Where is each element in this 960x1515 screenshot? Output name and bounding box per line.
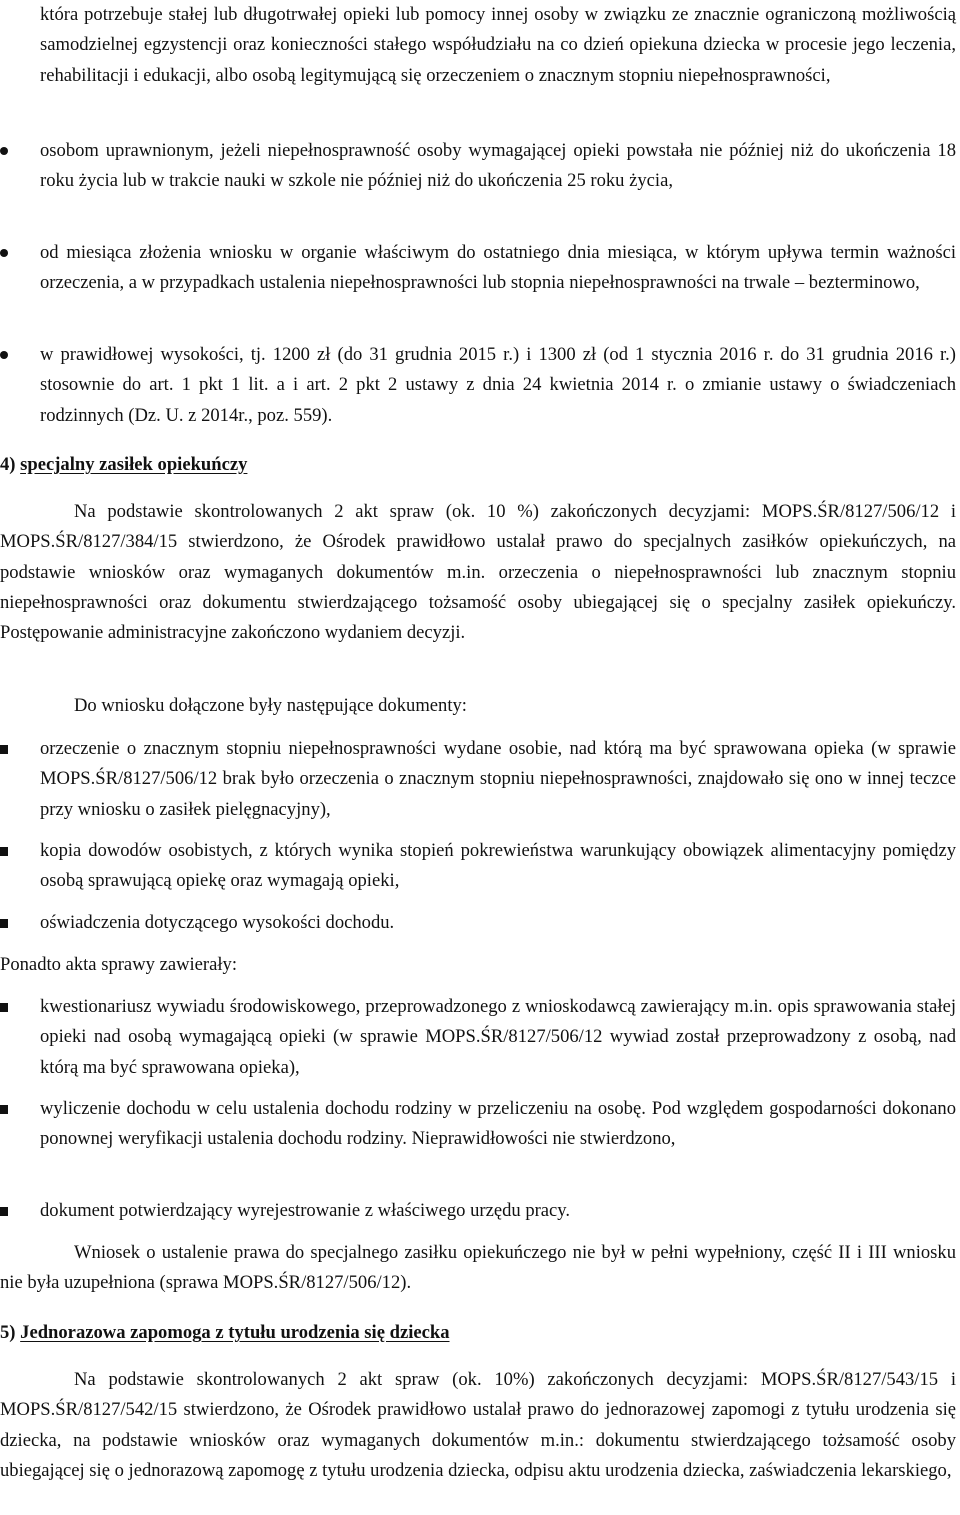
square-bullet-icon bbox=[0, 919, 8, 928]
section-5-paragraph: Na podstawie skontrolowanych 2 akt spraw (ok. 10%) zakończonych decyzjami: MOPS.ŚR/8127/543/15 i MOPS.ŚR/8127/542/15 stwierdzono, że Ośrodek prawidłowo ustalał prawo do jednorazowej zapomogi z tytułu urodzenia się dziecka, na podstawie wniosków oraz wymaganych dokumentów m.in.: dokumentu stwierdzającego tożsamość osoby ubiegającej się o jednorazową zapomogę z tytułu urodzenia dziecka, odpisu aktu urodzenia dziecka, zaświadczenia lekarskiego, bbox=[0, 1369, 956, 1481]
list-item: kopia dowodów osobistych, z których wynika stopień pokrewieństwa warunkujący obowiązek alimentacyjny pomiędzy osobą sprawującą opiekę oraz wymagają opieki, bbox=[0, 836, 956, 897]
section-4-note: Wniosek o ustalenie prawa do specjalnego zasiłku opiekuńczego nie był w pełni wypełniony, część II i III wniosku nie była uzupełniona (sprawa MOPS.ŚR/8127/506/12). bbox=[0, 1242, 956, 1294]
section-4-heading bbox=[0, 450, 247, 480]
intro-continuation: która potrzebuje stałej lub długotrwałej opieki lub pomocy innej osoby w związku ze znacznie ograniczoną możliwością samodzielnej egzystencji oraz konieczności stałego współudziału na co dzień opiekuna dziecka w procesie jego leczenia, rehabilitacji i edukacji, albo osobą legitymującą się orzeczeniem o znacznym stopniu niepełnosprawności, bbox=[40, 4, 956, 86]
square-bullet-icon bbox=[0, 1003, 8, 1012]
documents-intro: Do wniosku dołączone były następujące dokumenty: bbox=[74, 695, 467, 716]
bullet-icon bbox=[0, 249, 8, 257]
section-number: 4) bbox=[0, 454, 16, 475]
list-item: orzeczenie o znacznym stopniu niepełnosprawności wydane osobie, nad którą ma być sprawowana opieka (w sprawie MOPS.ŚR/8127/506/12 brak było orzeczenia o znacznym stopniu niepełnosprawności, znajdowało się ono w innej teczce przy wniosku o zasiłek pielęgnacyjny), bbox=[0, 734, 956, 825]
square-bullet-icon bbox=[0, 1105, 8, 1114]
list-item: osobom uprawnionym, jeżeli niepełnosprawność osoby wymagającej opieki powstała nie później niż do ukończenia 18 roku życia lub w trakcie nauki w szkole nie później niż do ukończenia 25 roku życia, bbox=[0, 136, 956, 197]
files-intro: Ponadto akta sprawy zawierały: bbox=[0, 954, 237, 975]
square-bullet-icon bbox=[0, 745, 8, 754]
bullet-icon bbox=[0, 147, 8, 155]
section-title: Jednorazowa zapomoga z tytułu urodzenia się dziecka bbox=[20, 1322, 450, 1343]
list-item: w prawidłowej wysokości, tj. 1200 zł (do 31 grudnia 2015 r.) i 1300 zł (od 1 stycznia 2016 r. do 31 grudnia 2016 r.) stosownie do art. 1 pkt 1 lit. a i art. 2 pkt 2 ustawy z dnia 24 kwietnia 2014 r. o zmianie ustawy o świadczeniach rodzinnych (Dz. U. z 2014r., poz. 559). bbox=[0, 340, 956, 431]
section-title: specjalny zasiłek opiekuńczy bbox=[20, 454, 248, 475]
list-item: dokument potwierdzający wyrejestrowanie z właściwego urzędu pracy. bbox=[0, 1196, 956, 1226]
square-bullet-icon bbox=[0, 1207, 8, 1216]
square-bullet-icon bbox=[0, 847, 8, 856]
section-5-heading bbox=[0, 1318, 450, 1348]
list-item: kwestionariusz wywiadu środowiskowego, przeprowadzonego z wnioskodawcą zawierający m.in. opis sprawowania stałej opieki nad osobą wymagającą opieki (w sprawie MOPS.ŚR/8127/506/12 wywiad został przeprowadzony z osobą, nad którą ma być sprawowana opieka), bbox=[0, 992, 956, 1083]
section-number: 5) bbox=[0, 1322, 16, 1343]
section-4-paragraph: Na podstawie skontrolowanych 2 akt spraw (ok. 10 %) zakończonych decyzjami: MOPS.ŚR/8127/506/12 i MOPS.ŚR/8127/384/15 stwierdzono, że Ośrodek prawidłowo ustalał prawo do specjalnych zasiłków opiekuńczych, na podstawie wniosków oraz wymaganych dokumentów m.in. orzeczenia o niepełnosprawności lub znacznym stopniu niepełnosprawności oraz dokumentu stwierdzającego tożsamość osoby ubiegającej się o specjalny zasiłek opiekuńczy. Postępowanie administracyjne zakończono wydaniem decyzji. bbox=[0, 501, 956, 644]
list-item: od miesiąca złożenia wniosku w organie właściwym do ostatniego dnia miesiąca, w którym upływa termin ważności orzeczenia, a w przypadkach ustalenia niepełnosprawności lub stopnia niepełnosprawności na trwale – bezterminowo, bbox=[0, 238, 956, 299]
bullet-icon bbox=[0, 351, 8, 359]
list-item: oświadczenia dotyczącego wysokości dochodu. bbox=[0, 908, 956, 938]
list-item: wyliczenie dochodu w celu ustalenia dochodu rodziny w przeliczeniu na osobę. Pod względem gospodarności dokonano ponownej weryfikacji ustalenia dochodu rodziny. Nieprawidłowości nie stwierdzono, bbox=[0, 1094, 956, 1155]
